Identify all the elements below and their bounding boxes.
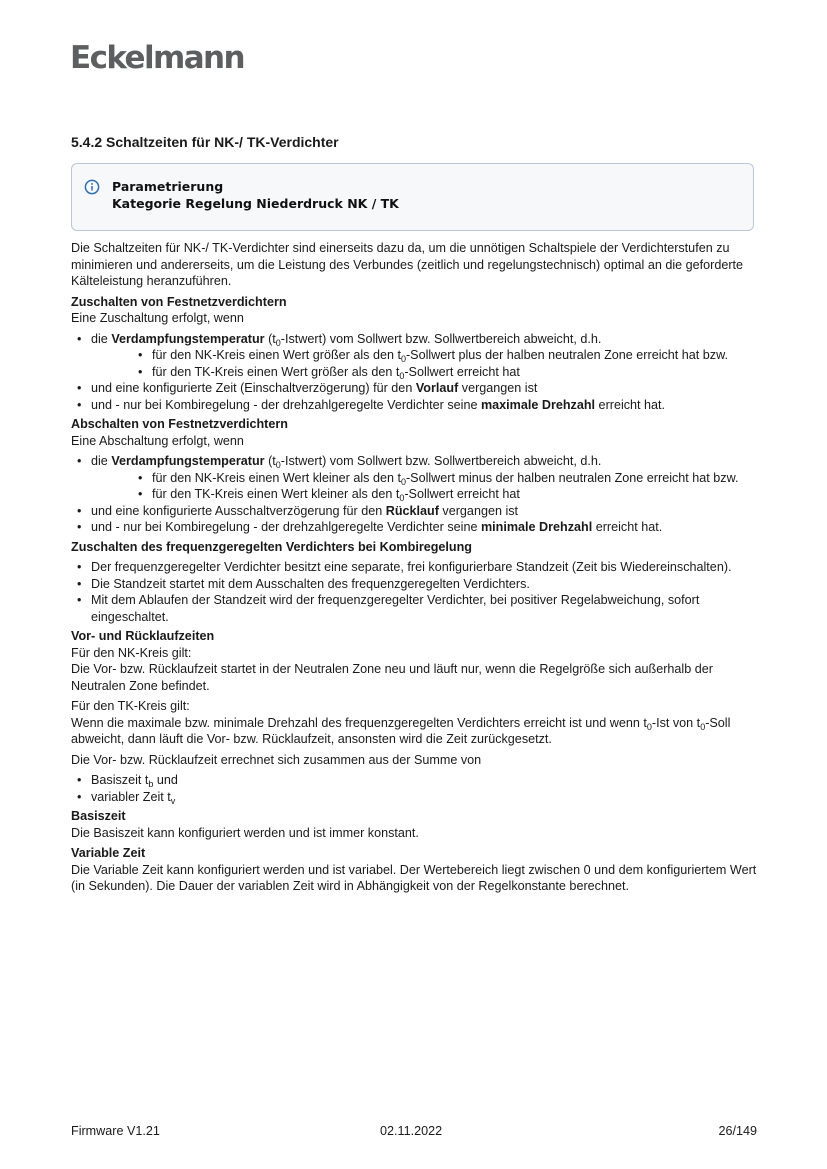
abschalten-list — [71, 453, 761, 536]
abschalten-lead: Eine Abschaltung erfolgt, wenn — [71, 433, 244, 448]
zuschalten-lead: Eine Zuschaltung erfolgt, wenn — [71, 311, 244, 325]
frequenz-heading: Zuschalten des frequenzgeregelten Verdichters bei Kombiregelung — [71, 539, 472, 554]
footer-firmware: Firmware V1.21 — [71, 1124, 160, 1138]
info-box-category: Kategorie Regelung Niederdruck NK / TK — [112, 196, 399, 211]
tk-text: Wenn die maximale bzw. minimale Drehzahl des frequenzgeregelten Verdichters erreicht ist und wenn $t_0$-Ist von $t_0$-Soll abweicht, dann läuft die Vor- bzw. Rücklaufzeit, ansonsten wird die Zeit zurückgesetzt. — [71, 715, 731, 746]
nk-lead: Für den NK-Kreis gilt: — [71, 645, 192, 660]
vorruecklauf-heading: Vor- und Rücklaufzeiten — [71, 629, 215, 643]
variable-text: Die Variable Zeit kann konfiguriert werden und ist variabel. Der Wertebereich liegt zwischen 0 und dem konfiguriertem Wert (in Sekunden). Die Dauer der variablen Zeit wird in Abhängigkeit von der Regelkonstante berechnet. — [71, 862, 757, 893]
list-item: • für den TK-Kreis einen Wert größer als den $t_0$-Sollwert erreicht hat — [91, 364, 761, 381]
abschalten-heading: Abschalten von Festnetzverdichtern — [71, 417, 288, 431]
list-item: • die Verdampfungstemperatur $(t_0-Istwert)$ vom Sollwert bzw. Sollwertbereich abweicht, d.h. • für den NK-Kreis einen Wert größer als den $t_0$-Sollwert plus der halben neutralen Zone erreicht hat bzw. • für den TK-Kreis einen Wert größer als den $t_0$-Sollwert erreicht hat — [71, 331, 761, 381]
company-logo: Eckelmann — [70, 40, 244, 76]
info-box-title: Parametrierung — [112, 179, 224, 194]
zuschalten-heading: Zuschalten von Festnetzverdichtern — [71, 294, 287, 309]
list-item: • Der frequenzgeregelter Verdichter besitzt eine separate, frei konfigurierbare Standzeit (Zeit bis Wiedereinschalten). — [71, 559, 761, 576]
info-icon — [84, 179, 100, 195]
list-item: • für den NK-Kreis einen Wert größer als den $t_0$-Sollwert plus der halben neutralen Zone erreicht hat bzw. — [91, 347, 761, 364]
basiszeit-text: Die Basiszeit kann konfiguriert werden und ist immer konstant. — [71, 825, 419, 840]
frequenz-list — [71, 559, 761, 625]
list-item: • und eine konfigurierte Ausschaltverzögerung für den Rücklauf vergangen ist — [71, 503, 761, 520]
nk-text: Die Vor- bzw. Rücklaufzeit startet in der Neutralen Zone neu und läuft nur, wenn die Regelgröße sich außerhalb der Neutralen Zone befindet. — [71, 662, 713, 693]
section-title: 5.4.2 Schaltzeiten für NK-/ TK-Verdichter — [71, 134, 339, 150]
intro-paragraph: Die Schaltzeiten für NK-/ TK-Verdichter sind einerseits dazu da, um die unnötigen Schaltspiele der Verdichterstufen zu minimieren und andererseits, um die Leistung des Verbundes (zeitlich und regelungstechnisch) optimal an die geforderte Kälteleistung heranzuführen. — [71, 241, 744, 288]
zuschalten-list — [71, 331, 761, 414]
sum-text: Die Vor- bzw. Rücklaufzeit errechnet sich zusammen aus der Summe von — [71, 752, 482, 767]
list-item: • und eine konfigurierte Zeit (Einschaltverzögerung) für den Vorlauf vergangen ist — [71, 380, 761, 397]
list-item: • für den TK-Kreis einen Wert kleiner als den $t_0$-Sollwert erreicht hat — [91, 486, 761, 503]
zuschalten-sublist — [91, 347, 761, 380]
list-item: • variabler Zeit $t_v$ — [71, 789, 761, 806]
list-item: • und - nur bei Kombiregelung - der drehzahlgeregelte Verdichter seine maximale Drehzahl erreicht hat. — [71, 397, 761, 414]
abschalten-sublist — [91, 470, 761, 503]
list-item: • Die Standzeit startet mit dem Ausschalten des frequenzgeregelten Verdichters. — [71, 576, 761, 593]
tk-lead: Für den TK-Kreis gilt: — [71, 699, 190, 713]
list-item: • Basiszeit $t_b$ und — [71, 772, 761, 789]
list-item: • Mit dem Ablaufen der Standzeit wird der frequenzgeregelter Verdichter, bei positiver Regelabweichung, sofort eingeschaltet. — [71, 592, 761, 625]
list-item: • die Verdampfungstemperatur $(t_0-Istwert)$ vom Sollwert bzw. Sollwertbereich abweicht, d.h. • für den NK-Kreis einen Wert kleiner als den $t_0$-Sollwert minus der halben neutralen Zone erreicht hat bzw. • für den TK-Kreis einen Wert kleiner als den $t_0$-Sollwert erreicht hat — [71, 453, 761, 503]
footer-date: 02.11.2022 — [380, 1124, 443, 1138]
footer-page-number: 26/149 — [718, 1124, 757, 1138]
basiszeit-heading: Basiszeit — [71, 809, 126, 823]
list-item: • und - nur bei Kombiregelung - der drehzahlgeregelte Verdichter seine minimale Drehzahl erreicht hat. — [71, 519, 761, 536]
parameter-info-box — [71, 163, 754, 231]
variable-heading: Variable Zeit — [71, 846, 146, 860]
document-body — [71, 240, 761, 895]
list-item: • für den NK-Kreis einen Wert kleiner als den $t_0$-Sollwert minus der halben neutralen Zone erreicht hat bzw. — [91, 470, 761, 487]
sum-list — [71, 772, 761, 805]
